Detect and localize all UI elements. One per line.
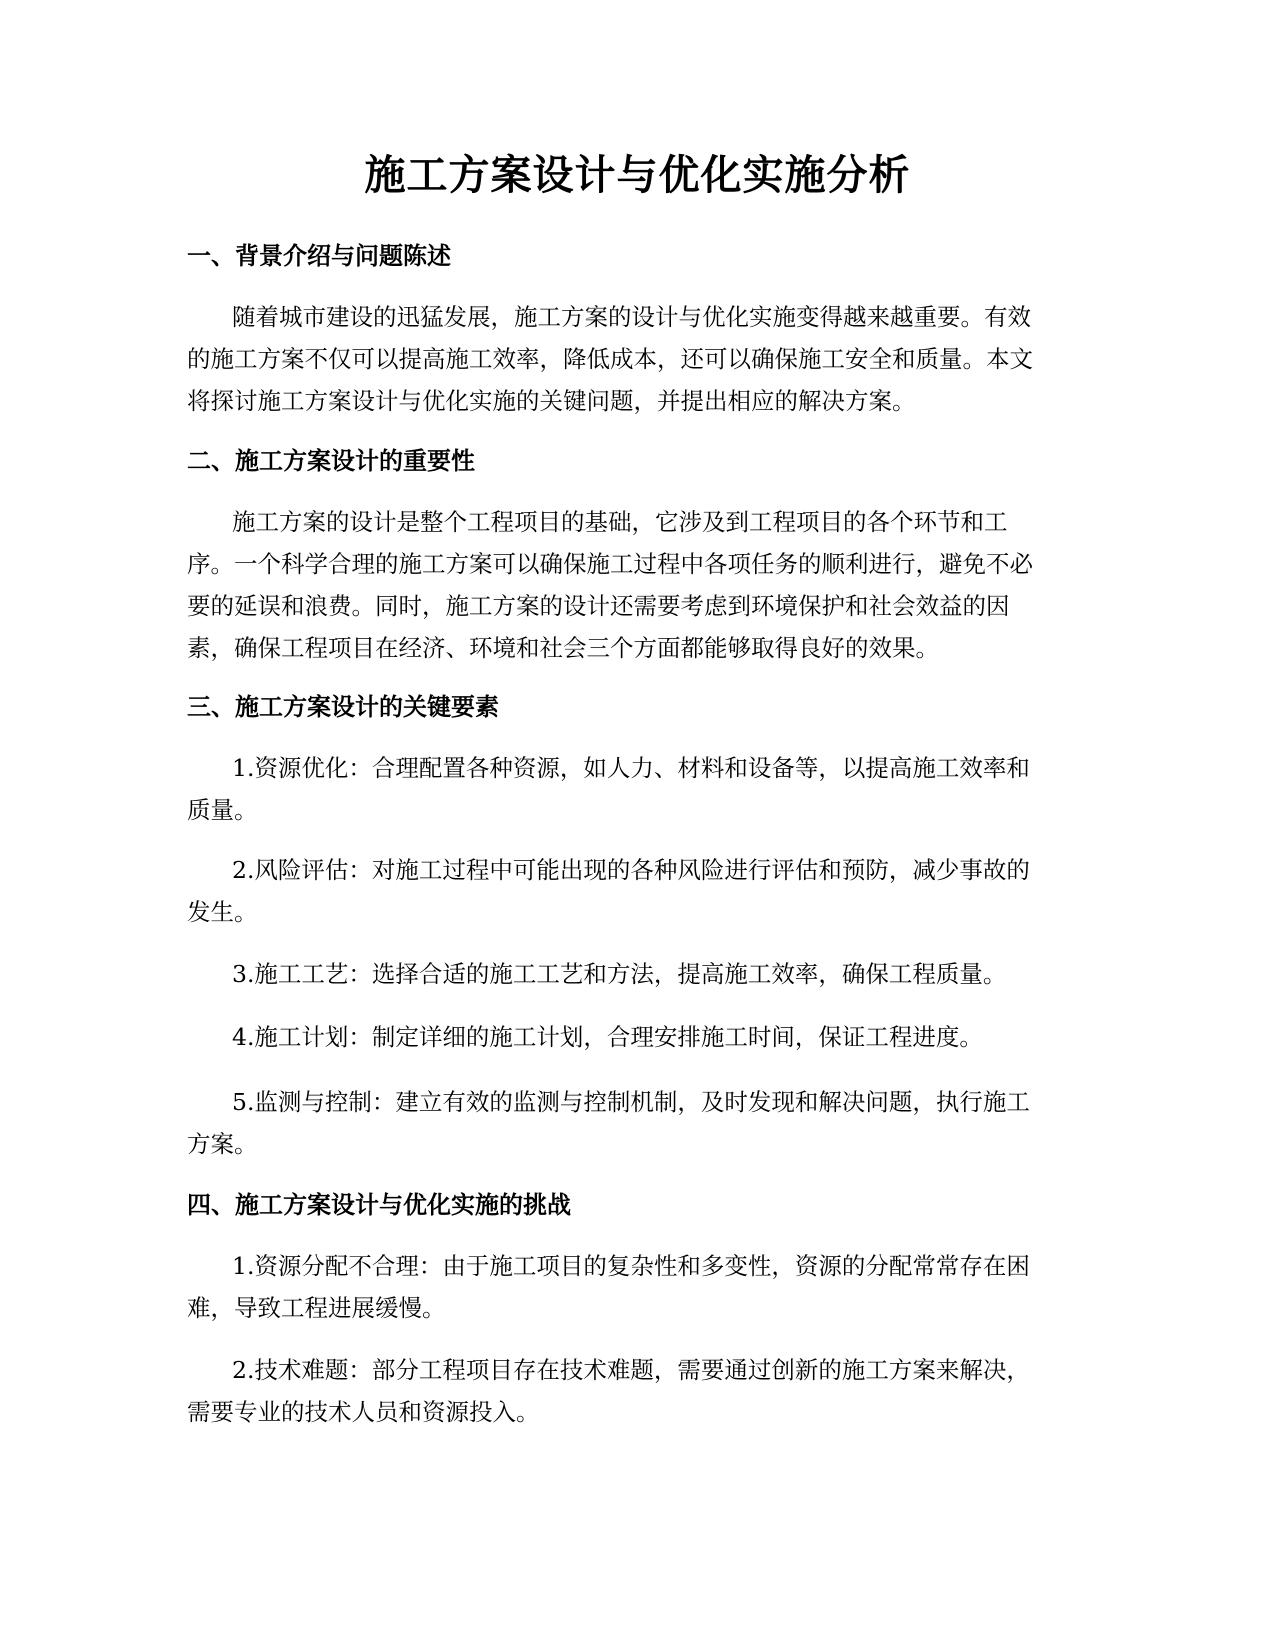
paragraph-line: 的施工方案不仅可以提高施工效率，降低成本，还可以确保施工安全和质量。本文: [187, 345, 1033, 373]
paragraph-line: 质量。: [187, 796, 258, 824]
paragraph-line: 难，导致工程进展缓慢。: [187, 1294, 446, 1322]
paragraph-line: 要的延误和浪费。同时，施工方案的设计还需要考虑到环境保护和社会效益的因: [187, 592, 1010, 620]
paragraph-line: 方案。: [187, 1130, 258, 1158]
paragraph-line: 1.资源分配不合理：由于施工项目的复杂性和多变性，资源的分配常常存在困: [232, 1252, 1030, 1280]
section-3-item-5: [187, 1081, 1087, 1165]
document-title: 施工方案设计与优化实施分析: [364, 151, 911, 199]
paragraph-line: 素，确保工程项目在经济、环境和社会三个方面都能够取得良好的效果。: [187, 634, 939, 662]
section-1-paragraph-1: [187, 296, 1087, 422]
paragraph-line: 2.风险评估：对施工过程中可能出现的各种风险进行评估和预防，减少事故的: [232, 856, 1030, 884]
paragraph-line: 5.监测与控制：建立有效的监测与控制机制，及时发现和解决问题，执行施工: [232, 1088, 1030, 1116]
section-4-item-1: [187, 1245, 1087, 1329]
section-heading-3: 三、施工方案设计的关键要素: [187, 693, 499, 721]
paragraph-line: 序。一个科学合理的施工方案可以确保施工过程中各项任务的顺利进行，避免不必: [187, 550, 1033, 578]
section-3-item-4: [187, 1016, 1087, 1058]
paragraph-line: 需要专业的技术人员和资源投入。: [187, 1398, 540, 1426]
section-2-paragraph-1: [187, 501, 1087, 669]
paragraph-line: 3.施工工艺：选择合适的施工工艺和方法，提高施工效率，确保工程质量。: [232, 960, 1007, 988]
section-3-item-1: [187, 747, 1087, 831]
section-heading-2: 二、施工方案设计的重要性: [187, 447, 475, 475]
section-heading-1: 一、背景介绍与问题陈述: [187, 242, 451, 270]
paragraph-line: 4.施工计划：制定详细的施工计划，合理安排施工时间，保证工程进度。: [232, 1023, 983, 1051]
paragraph-line: 施工方案的设计是整个工程项目的基础，它涉及到工程项目的各个环节和工: [232, 508, 1008, 536]
section-3-item-3: [187, 953, 1087, 995]
section-3-item-2: [187, 849, 1087, 933]
section-heading-4: 四、施工方案设计与优化实施的挑战: [187, 1191, 571, 1219]
paragraph-line: 将探讨施工方案设计与优化实施的关键问题，并提出相应的解决方案。: [187, 387, 916, 415]
paragraph-line: 发生。: [187, 898, 258, 926]
section-4-item-2: [187, 1349, 1087, 1433]
paragraph-line: 2.技术难题：部分工程项目存在技术难题，需要通过创新的施工方案来解决，: [232, 1356, 1030, 1384]
paragraph-line: 1.资源优化：合理配置各种资源，如人力、材料和设备等，以提高施工效率和: [232, 754, 1030, 782]
paragraph-line: 随着城市建设的迅猛发展，施工方案的设计与优化实施变得越来越重要。有效: [232, 303, 1031, 331]
